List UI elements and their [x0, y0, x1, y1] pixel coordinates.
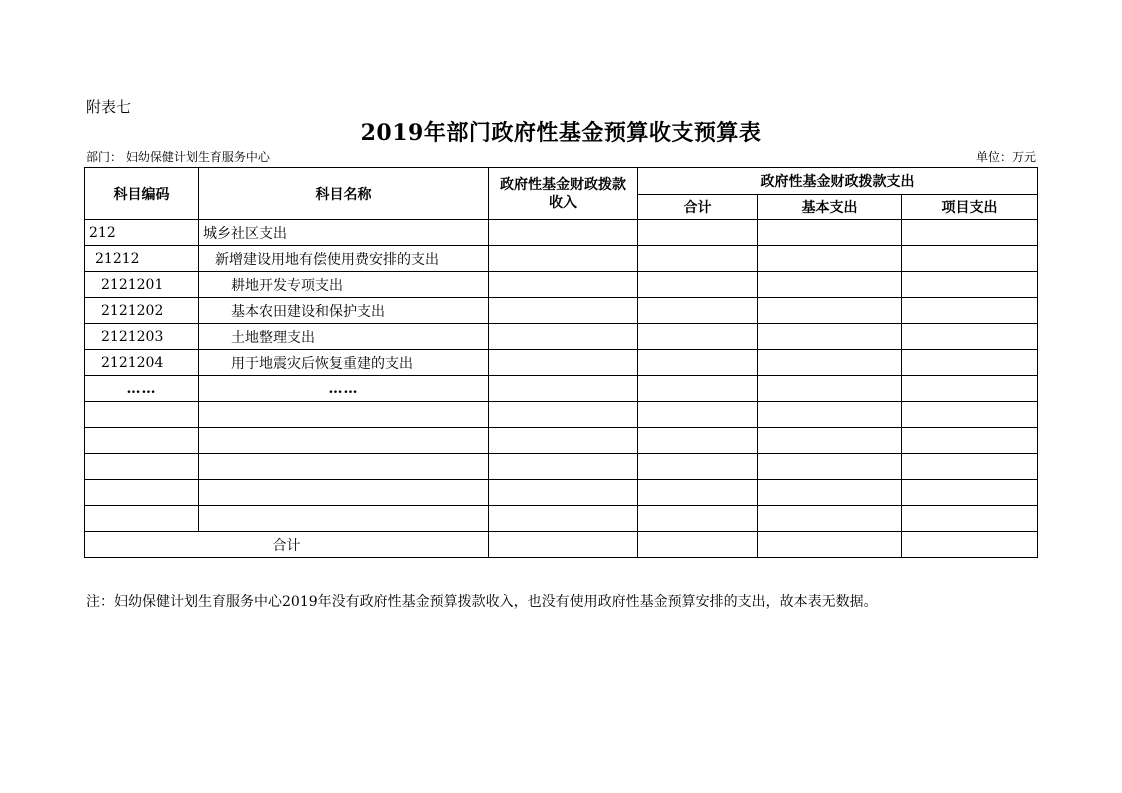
cell-total	[638, 246, 758, 272]
row-name: 用于地震灾后恢复重建的支出	[199, 350, 489, 376]
ellipsis-code: ……	[85, 376, 199, 402]
row-name: 城乡社区支出	[199, 220, 489, 246]
cell-total	[638, 220, 758, 246]
cell-project	[902, 324, 1038, 350]
cell-total	[638, 324, 758, 350]
ellipsis-name: ……	[199, 376, 489, 402]
row-code: 2121201	[85, 272, 199, 298]
row-code: 2121204	[85, 350, 199, 376]
unit-label: 单位：万元	[975, 150, 1036, 164]
cell-income	[489, 376, 638, 402]
cell-total	[638, 350, 758, 376]
header-total: 合计	[638, 195, 758, 220]
table-row	[85, 246, 1038, 272]
table-row-empty	[85, 402, 1038, 428]
attachment-label: 附表七	[86, 98, 132, 116]
cell-basic	[758, 298, 902, 324]
budget-table	[84, 167, 1038, 558]
header-basic: 基本支出	[758, 195, 902, 220]
cell-basic	[758, 246, 902, 272]
cell-basic	[758, 350, 902, 376]
cell-basic	[758, 220, 902, 246]
table-row	[85, 272, 1038, 298]
department-label: 部门： 妇幼保健计划生育服务中心	[86, 150, 270, 164]
row-code: 212	[85, 220, 199, 246]
cell-basic	[758, 376, 902, 402]
cell-income	[489, 272, 638, 298]
table-row-empty	[85, 480, 1038, 506]
header-income: 政府性基金财政拨款收入	[489, 168, 638, 220]
table-footer-row	[85, 532, 1038, 558]
row-name: 新增建设用地有偿使用费安排的支出	[199, 246, 489, 272]
cell-total	[638, 532, 758, 558]
row-code: 2121203	[85, 324, 199, 350]
cell-income	[489, 350, 638, 376]
cell-project	[902, 350, 1038, 376]
cell-income	[489, 324, 638, 350]
cell-income	[489, 220, 638, 246]
header-expense-group: 政府性基金财政拨款支出	[638, 168, 1038, 195]
table-row-empty	[85, 454, 1038, 480]
footnote: 注：妇幼保健计划生育服务中心2019年没有政府性基金预算拨款收入，也没有使用政府性基金预算安排的支出，故本表无数据。	[86, 594, 878, 610]
table-row	[85, 350, 1038, 376]
table-row-empty	[85, 428, 1038, 454]
cell-income	[489, 246, 638, 272]
row-code: 2121202	[85, 298, 199, 324]
table-row-ellipsis	[85, 376, 1038, 402]
header-code: 科目编码	[85, 168, 199, 220]
row-code: 21212	[85, 246, 199, 272]
cell-project	[902, 298, 1038, 324]
cell-basic	[758, 532, 902, 558]
cell-project	[902, 246, 1038, 272]
cell-project	[902, 532, 1038, 558]
cell-project	[902, 220, 1038, 246]
header-project: 项目支出	[902, 195, 1038, 220]
table-row	[85, 324, 1038, 350]
cell-income	[489, 532, 638, 558]
table-row	[85, 298, 1038, 324]
cell-total	[638, 376, 758, 402]
cell-total	[638, 298, 758, 324]
table-row-empty	[85, 506, 1038, 532]
cell-project	[902, 272, 1038, 298]
header-name: 科目名称	[199, 168, 489, 220]
cell-basic	[758, 324, 902, 350]
row-name: 基本农田建设和保护支出	[199, 298, 489, 324]
footer-total-label: 合计	[85, 532, 489, 558]
row-name: 耕地开发专项支出	[199, 272, 489, 298]
page-title: 2019年部门政府性基金预算收支预算表	[360, 120, 762, 146]
row-name: 土地整理支出	[199, 324, 489, 350]
table-row	[85, 220, 1038, 246]
cell-total	[638, 272, 758, 298]
cell-basic	[758, 272, 902, 298]
cell-income	[489, 298, 638, 324]
cell-project	[902, 376, 1038, 402]
